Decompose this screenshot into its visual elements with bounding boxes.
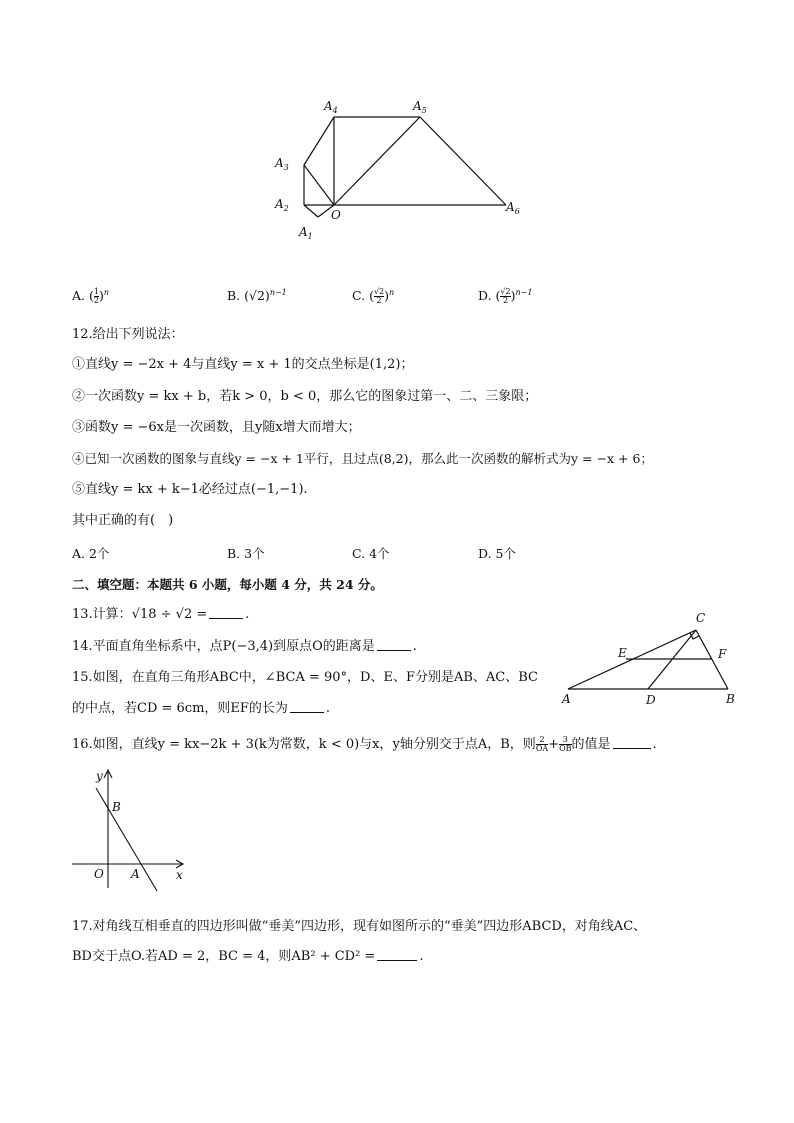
label-f: F xyxy=(718,647,727,661)
label-a5: $A_5$ xyxy=(413,99,427,115)
label-a: A xyxy=(562,692,571,706)
label-a6: $A_6$ xyxy=(506,200,520,216)
triangle-abc-figure xyxy=(556,608,746,710)
q12-option-c: C. 4个 xyxy=(352,546,390,561)
q12-option-d: D. 5个 xyxy=(478,546,516,561)
label-o: O xyxy=(94,867,104,881)
label-e: E xyxy=(618,646,627,660)
q12-option-a: A. 2个 xyxy=(72,546,110,561)
q16: 16.如图，直线y = kx−2k + 3(k为常数，k < 0)与x，y轴分别交于点A，B，则 $\frac{2}{OA}$ + $\frac{3}{OB}$ 的值是 . xyxy=(72,735,657,753)
q14: 14.平面直角坐标系中，点P(−3,4)到原点O的距离是 . xyxy=(72,639,417,654)
q12-stem: 12.给出下列说法： xyxy=(72,327,184,342)
label-a4: $A_4$ xyxy=(324,99,338,115)
coordinate-line-figure xyxy=(66,766,196,896)
label-y: y xyxy=(96,769,103,783)
label-b: B xyxy=(726,692,735,706)
q12-ask: 其中正确的有( ) xyxy=(72,513,174,528)
answer-blank xyxy=(209,606,243,619)
q15-line1: 15.如图，在直角三角形ABC中，∠BCA = 90°，D、E、F分别是AB、AC、BC xyxy=(72,670,538,685)
q12-item-2: ②一次函数y = kx + b，若k > 0，b < 0，那么它的图象过第一、二、三象限； xyxy=(72,389,538,404)
q12-item-3: ③函数y = −6x是一次函数，且y随x增大而增大； xyxy=(72,420,361,435)
section-heading: 二、填空题：本题共 6 小题，每小题 4 分，共 24 分。 xyxy=(72,577,383,592)
label-x: x xyxy=(176,868,183,882)
q13: 13.计算：√18 ÷ √2 = . xyxy=(72,607,250,622)
q12-item-1: ①直线y = −2x + 4与直线y = x + 1的交点坐标是(1,2)； xyxy=(72,357,414,372)
q12-item-4: ④已知一次函数的图象与直线y = −x + 1平行，且过点(8,2)，那么此一次函数的解析式为y = −x + 6； xyxy=(72,451,653,466)
q17-line1: 17.对角线互相垂直的四边形叫做“垂美”四边形，现有如图所示的“垂美”四边形ABCD，对角线AC、 xyxy=(72,919,647,934)
answer-blank xyxy=(613,736,651,749)
q11-option-d: D. ( $\frac{√2}{2}$ )$^{n-1}$ xyxy=(478,287,533,306)
answer-blank xyxy=(290,700,324,713)
answer-blank xyxy=(377,948,417,961)
q12-option-b: B. 3个 xyxy=(227,546,265,561)
label-b: B xyxy=(112,800,121,814)
answer-blank xyxy=(377,638,411,651)
q17-line2: BD交于点O.若AD = 2，BC = 4，则AB² + CD² = . xyxy=(72,949,424,964)
q11-option-b: B. $(√2)^{n-1}$ xyxy=(227,288,287,304)
label-d: D xyxy=(646,693,656,707)
label-c: C xyxy=(696,611,706,625)
label-a1: $A_1$ xyxy=(299,225,313,241)
label-o: O xyxy=(331,208,341,222)
spiral-triangle-figure xyxy=(260,95,540,255)
q12-item-5: ⑤直线y = kx + k−1必经过点(−1,−1). xyxy=(72,482,308,497)
label-a: A xyxy=(131,867,140,881)
q15-line2: 的中点，若CD = 6cm，则EF的长为 . xyxy=(72,701,331,716)
q11-option-c: C. ( $\frac{√2}{2}$ )$^n$ xyxy=(352,287,395,306)
label-a3: $A_3$ xyxy=(275,156,289,172)
q11-option-a: A. ( $\frac{1}{2}$ )$^n$ xyxy=(72,287,109,306)
label-a2: $A_2$ xyxy=(275,197,289,213)
